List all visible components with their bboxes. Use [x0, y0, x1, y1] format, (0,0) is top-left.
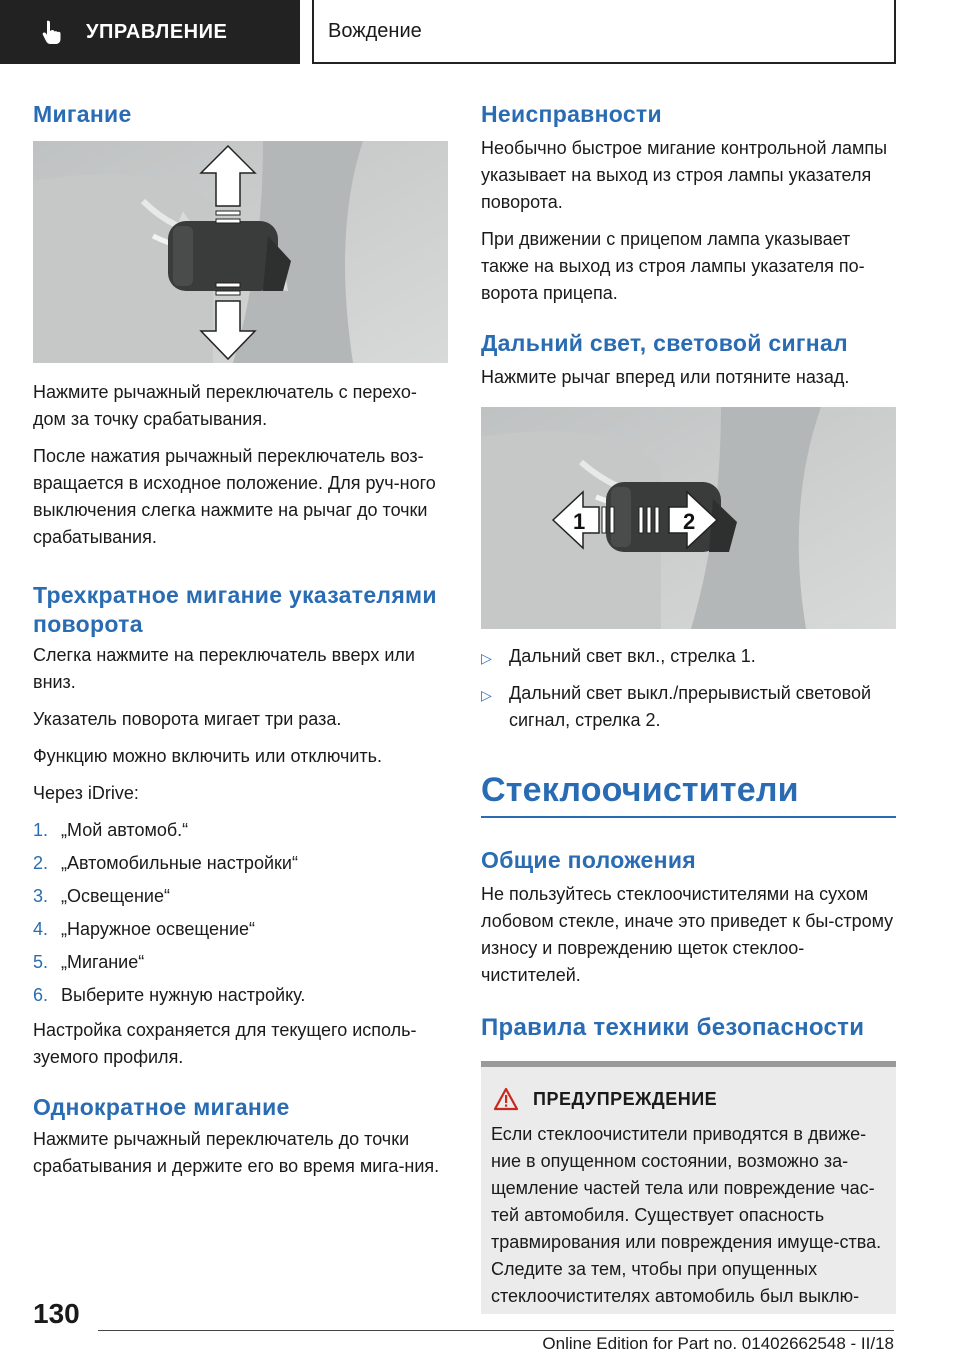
triangle-bullet-icon: ▷ — [481, 686, 492, 703]
heading-rule — [481, 816, 896, 818]
chapter-label: Вождение — [328, 19, 422, 42]
paragraph: Функцию можно включить или отключить. — [33, 746, 383, 767]
pointing-hand-icon — [40, 19, 66, 45]
page-number: 130 — [33, 1298, 80, 1329]
heading-wipers: Стеклоочистители — [481, 770, 799, 809]
heading-general: Общие положения — [481, 847, 696, 874]
list-item: ▷ Дальний свет вкл., стрелка 1. — [481, 643, 896, 672]
warning-text: Если стеклоочистители приводятся в движе-ние в опущенном состоянии, возможно за-щемление частей тела или повреждение час-тей автомобиля. Существует опасность травмирования или повреждения имуще-ства. Следите за тем, чтобы при опущенных стеклоочистителях автомобиль был выклю- — [491, 1124, 882, 1307]
heading-triple-blink: Трехкратное мигание указателями поворота — [33, 581, 437, 637]
right-column — [481, 100, 896, 1314]
warning-triangle-icon — [493, 1087, 519, 1111]
paragraph: После нажатия рычажный переключатель воз-вращается в исходное положение. Для руч-ного выключения слегка нажмите на рычаг до точки срабатывания. — [33, 445, 436, 547]
idrive-steps-list — [33, 817, 448, 1009]
triangle-bullet-icon: ▷ — [481, 649, 492, 666]
arrow-label-1: 1 — [573, 508, 586, 534]
heading-blink: Мигание — [33, 101, 132, 127]
paragraph: Нажмите рычаг вперед или потяните назад. — [481, 366, 850, 387]
paragraph: Указатель поворота мигает три раза. — [33, 709, 342, 730]
heading-faults: Неисправности — [481, 101, 662, 127]
paragraph: Необычно быстрое мигание контрольной лампы указывает на выход из строя лампы указателя поворота. — [481, 137, 888, 212]
figure-lever-up-down — [33, 141, 448, 363]
footer-edition: Online Edition for Part no. 01402662548 - II/18 — [542, 1334, 894, 1353]
heading-safety: Правила техники безопасности — [481, 1014, 865, 1042]
list-item: 3. „Освещение“ — [33, 886, 170, 907]
warning-box — [481, 1061, 896, 1314]
high-beam-bullets — [481, 643, 896, 734]
warning-title: ПРЕДУПРЕЖДЕНИЕ — [533, 1088, 718, 1109]
paragraph: Нажмите рычажный переключатель с перехо-дом за точку срабатывания. — [33, 381, 417, 429]
list-item: 5. „Мигание“ — [33, 952, 145, 973]
list-item: 2. „Автомобильные настройки“ — [33, 853, 298, 874]
paragraph: Не пользуйтесь стеклоочистителями на сухом лобовом стекле, иначе это приведет к бы-строму износу и повреждению щеток стеклоо-чистителей. — [481, 884, 894, 986]
left-column — [33, 100, 448, 1190]
heading-single-blink: Однократное мигание — [33, 1094, 290, 1121]
figure-lever-forward-back — [481, 407, 896, 629]
section-label: УПРАВЛЕНИЕ — [86, 20, 228, 43]
paragraph: Слегка нажмите на переключатель вверх или вниз. — [33, 645, 415, 693]
paragraph: При движении с прицепом лампа указывает также на выход из строя лампы указателя по-ворота прицепа. — [481, 228, 865, 303]
heading-high-beam: Дальний свет, световой сигнал — [481, 329, 848, 356]
list-item: 1. „Мой автомоб.“ — [33, 820, 189, 841]
header-chapter-box — [312, 0, 896, 64]
header-section-tab — [0, 0, 300, 64]
list-item: 6. Выберите нужную настройку. — [33, 985, 306, 1006]
list-item: 4. „Наружное освещение“ — [33, 919, 256, 940]
paragraph: Нажмите рычажный переключатель до точки срабатывания и держите его во время мига-ния. — [33, 1129, 440, 1176]
paragraph: Через iDrive: — [33, 783, 139, 804]
warning-header — [491, 1087, 882, 1111]
arrow-label-2: 2 — [683, 508, 696, 534]
paragraph: Настройка сохраняется для текущего исполь-зуемого профиля. — [33, 1020, 417, 1068]
footer-rule — [98, 1330, 894, 1331]
list-item: ▷ Дальний свет выкл./прерывистый световой сигнал, стрелка 2. — [481, 680, 896, 734]
